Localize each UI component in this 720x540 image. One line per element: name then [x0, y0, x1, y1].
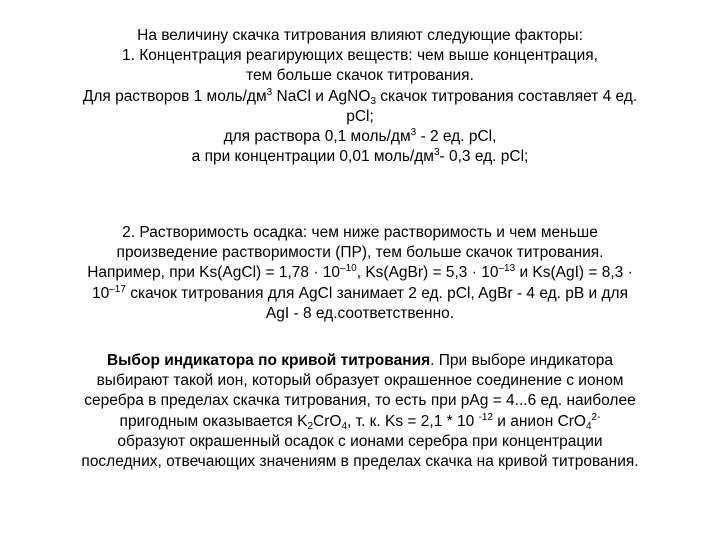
solubility-paragraph	[30, 223, 690, 324]
indicator-bold-heading: Выбор индикатора по кривой титрования	[106, 352, 431, 369]
concentration-0-01m-line: а при концентрации 0,01 моль/$дм^3-$ 0,3 ед. pCl;	[191, 147, 529, 166]
solubility-ks-continuation: $10^{-17}$ скачок титрования для AgCl занимает 2 ед. pCl, AgBr - 4 ед. pB и для	[92, 283, 628, 302]
solubility-line-1: 2. Растворимость осадка: чем ниже растворимость и чем меньше	[122, 224, 598, 241]
indicator-line-5: образуют окрашенный осадок с ионами серебра при концентрации	[117, 432, 603, 450]
concentration-0-1m-line: для раствора 0,1 моль/$дм^3 - 2$ ед. pCl,	[223, 127, 497, 146]
factor-1-continuation: тем больше скачок титрования.	[246, 67, 474, 85]
solubility-line-2: произведение растворимости (ПР), тем больше скачок титрования.	[116, 244, 604, 262]
solubility-line-5: AgI - 8 ед.соответственно.	[265, 304, 455, 322]
solubility-ks-line: Например, при Ks(AgCl) = $1,78 \cdot 10^{-10}$, Ks(AgBr) = $5,3 \cdot 10^{-13}$ и Ks(AgI) = 8,3 ·	[87, 263, 633, 282]
factors-paragraph	[30, 26, 690, 167]
concentration-1m-line: Для растворов 1 моль/$дм^3$ NaCl и AgNO$_3$ скачок титрования составляет 4 ед.	[82, 86, 638, 107]
pcl-unit-line: pCl;	[346, 107, 374, 125]
factors-heading: На величину скачка титрования влияют следующие факторы:	[137, 27, 583, 44]
indicator-heading-line: Выбор индикатора по кривой титрования. При выборе индикатора	[106, 352, 614, 369]
indicator-chromate-line: пригодным оказывается $K_2CrO_4$, т. к. Ks = 2,1 * 10 $^{-12}$ и анион CrO$_4^{2-}$	[119, 411, 601, 432]
indicator-paragraph	[30, 351, 690, 472]
indicator-line-3: серебра в пределах скачка титрования, то есть при pAg = 4...6 ед. наиболее	[84, 392, 636, 410]
indicator-line-2: выбирают такой ион, который образует окрашенное соединение с ионом	[96, 372, 624, 390]
factor-1-line: 1. Концентрация реагирующих веществ: чем выше концентрация,	[122, 47, 598, 65]
indicator-line-6: последних, отвечающих значениям в пределах скачка на кривой титрования.	[81, 453, 639, 471]
